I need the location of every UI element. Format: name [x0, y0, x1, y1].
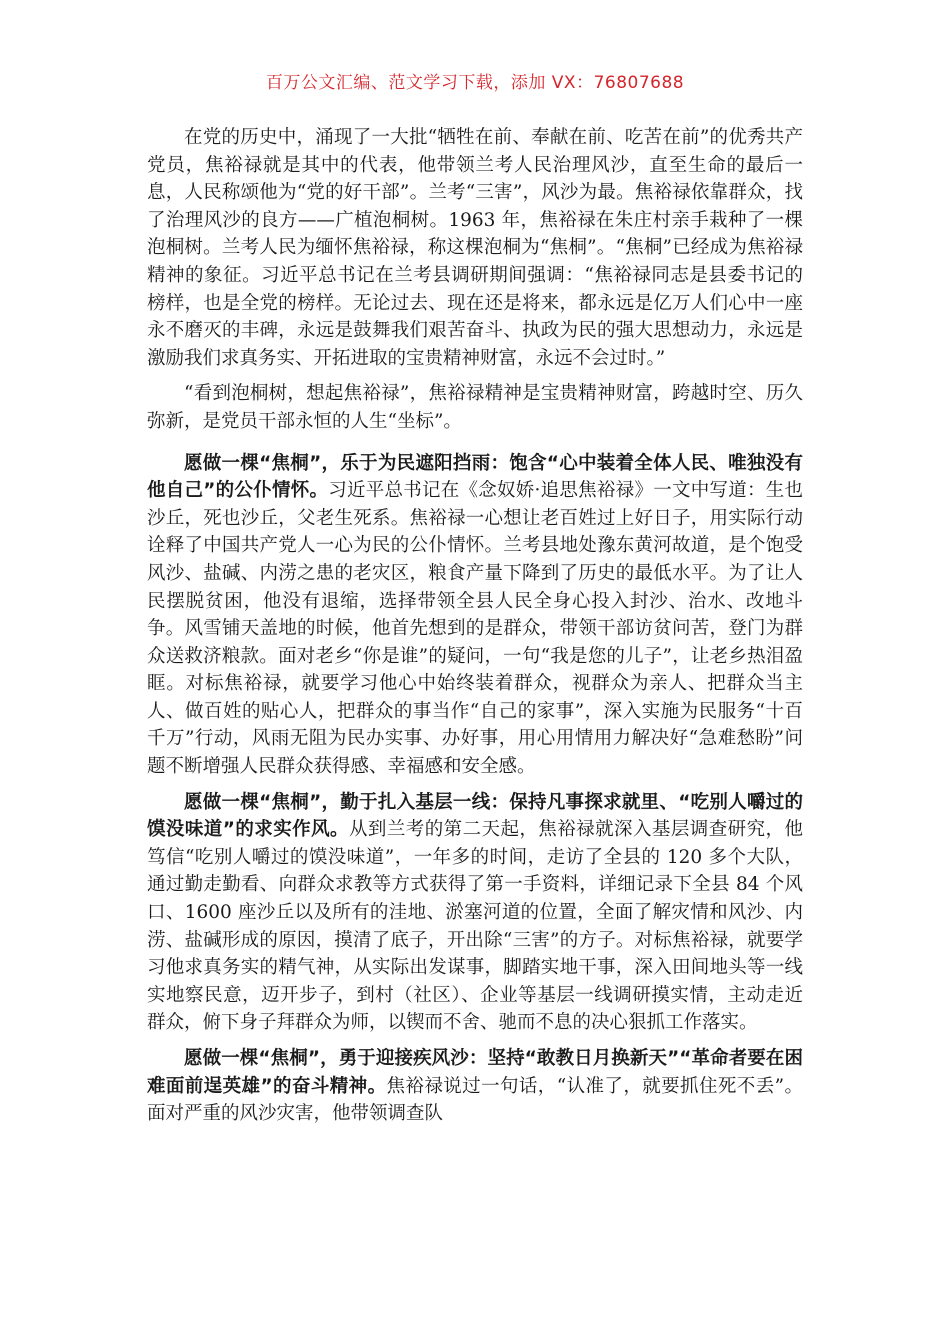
paragraph-4-heading: 愿做一棵“焦桐”，勤于扎入基层一线：保持凡事探求就里、“吃别人嚼过的馍没味道”的求实作风。: [147, 791, 803, 841]
paragraph-1: [147, 124, 803, 372]
paragraph-2: [147, 380, 803, 435]
article-body: [147, 124, 803, 1142]
paragraph-5-heading: 愿做一棵“焦桐”，勇于迎接疾风沙：坚持“敢教日月换新天”“革命者要在困难面前逞英雄”的奋斗精神。: [147, 1048, 803, 1097]
paragraph-4-text: 从到兰考的第二天起，焦裕禄就深入基层调查研究，他笃信“吃别人嚼过的馍没味道”，一年多的时间，走访了全县的 120 多个大队，通过勤走勤看、向群众求教等方式获得了第一手资料，详细记录下全县 84 个风口、1600 座沙丘以及所有的洼地、淤塞河道的位置，全面了解灾情和风沙、内涝、盐碱形成的原因，摸清了底子，开出除“三害”的方子。对标焦裕禄，就要学习他求真务实的精气神，从实际出发谋事，脚踏实地干事，深入田间地头等一线实地察民意，迈开步子，到村（社区）、企业等基层一线调研摸实情，主动走近群众，俯下身子拜群众为师，以锲而不舍、驰而不息的决心狠抓工作落实。: [147, 819, 803, 1034]
paragraph-3: [147, 450, 803, 781]
paragraph-3-text: 习近平总书记在《念奴娇·追思焦裕禄》一文中写道：生也沙丘，死也沙丘，父老生死系。焦裕禄一心想让老百姓过上好日子，用实际行动诠释了中国共产党人一心为民的公仆情怀。兰考县地处豫东黄河故道，是个饱受风沙、盐碱、内涝之患的老灾区，粮食产量下降到了历史的最低水平。为了让人民摆脱贫困，他没有退缩，选择带领全县人民全身心投入封沙、治水、改地斗争。风雪铺天盖地的时候，他首先想到的是群众，带领干部访贫问苦，登门为群众送救济粮款。面对老乡“你是谁”的疑问，一句“我是您的儿子”，让老乡热泪盈眶。对标焦裕禄，就要学习他心中始终装着群众，视群众为亲人、把群众当主人、做百姓的贴心人，把群众的事当作“自己的家事”，深入实施为民服务“十百千万”行动，风雨无阻为民办实事、办好事，用心用情用力解决好“急难愁盼”问题不断增强人民群众获得感、幸福感和安全感。: [147, 480, 803, 778]
paragraph-5: [147, 1045, 803, 1128]
paragraph-1-text: 在党的历史中，涌现了一大批“牺牲在前、奉献在前、吃苦在前”的优秀共产党员，焦裕禄就是其中的代表，他带领兰考人民治理风沙，直至生命的最后一息，人民称颂他为“党的好干部”。兰考“三害”，风沙为最。焦裕禄依靠群众，找了治理风沙的良方——广植泡桐树。1963 年，焦裕禄在朱庄村亲手栽种了一棵泡桐树。兰考人民为缅怀焦裕禄，称这棵泡桐为“焦桐”。“焦桐”已经成为焦裕禄精神的象征。习近平总书记在兰考县调研期间强调：“焦裕禄同志是县委书记的榜样，也是全党的榜样。无论过去、现在还是将来，都永远是亿万人们心中一座永不磨灭的丰碑，永远是鼓舞我们艰苦奋斗、执政为民的强大思想动力，永远是激励我们求真务实、开拓进取的宝贵精神财富，永远不会过时。”: [147, 127, 803, 369]
page-header-watermark: 百万公文汇编、范文学习下载，添加 VX：76807688: [265, 73, 685, 93]
paragraph-5-text: 焦裕禄说过一句话，“认准了，就要抓住死不丢”。面对严重的风沙灾害，他带领调查队: [147, 1075, 803, 1125]
paragraph-4: [147, 789, 803, 1037]
paragraph-2-text: “看到泡桐树，想起焦裕禄”，焦裕禄精神是宝贵精神财富，跨越时空、历久弥新，是党员干部永恒的人生“坐标”。: [147, 383, 803, 432]
paragraph-3-heading: 愿做一棵“焦桐”，乐于为民遮阳挡雨：饱含“心中装着全体人民、唯独没有他自己”的公仆情怀。: [147, 452, 803, 502]
